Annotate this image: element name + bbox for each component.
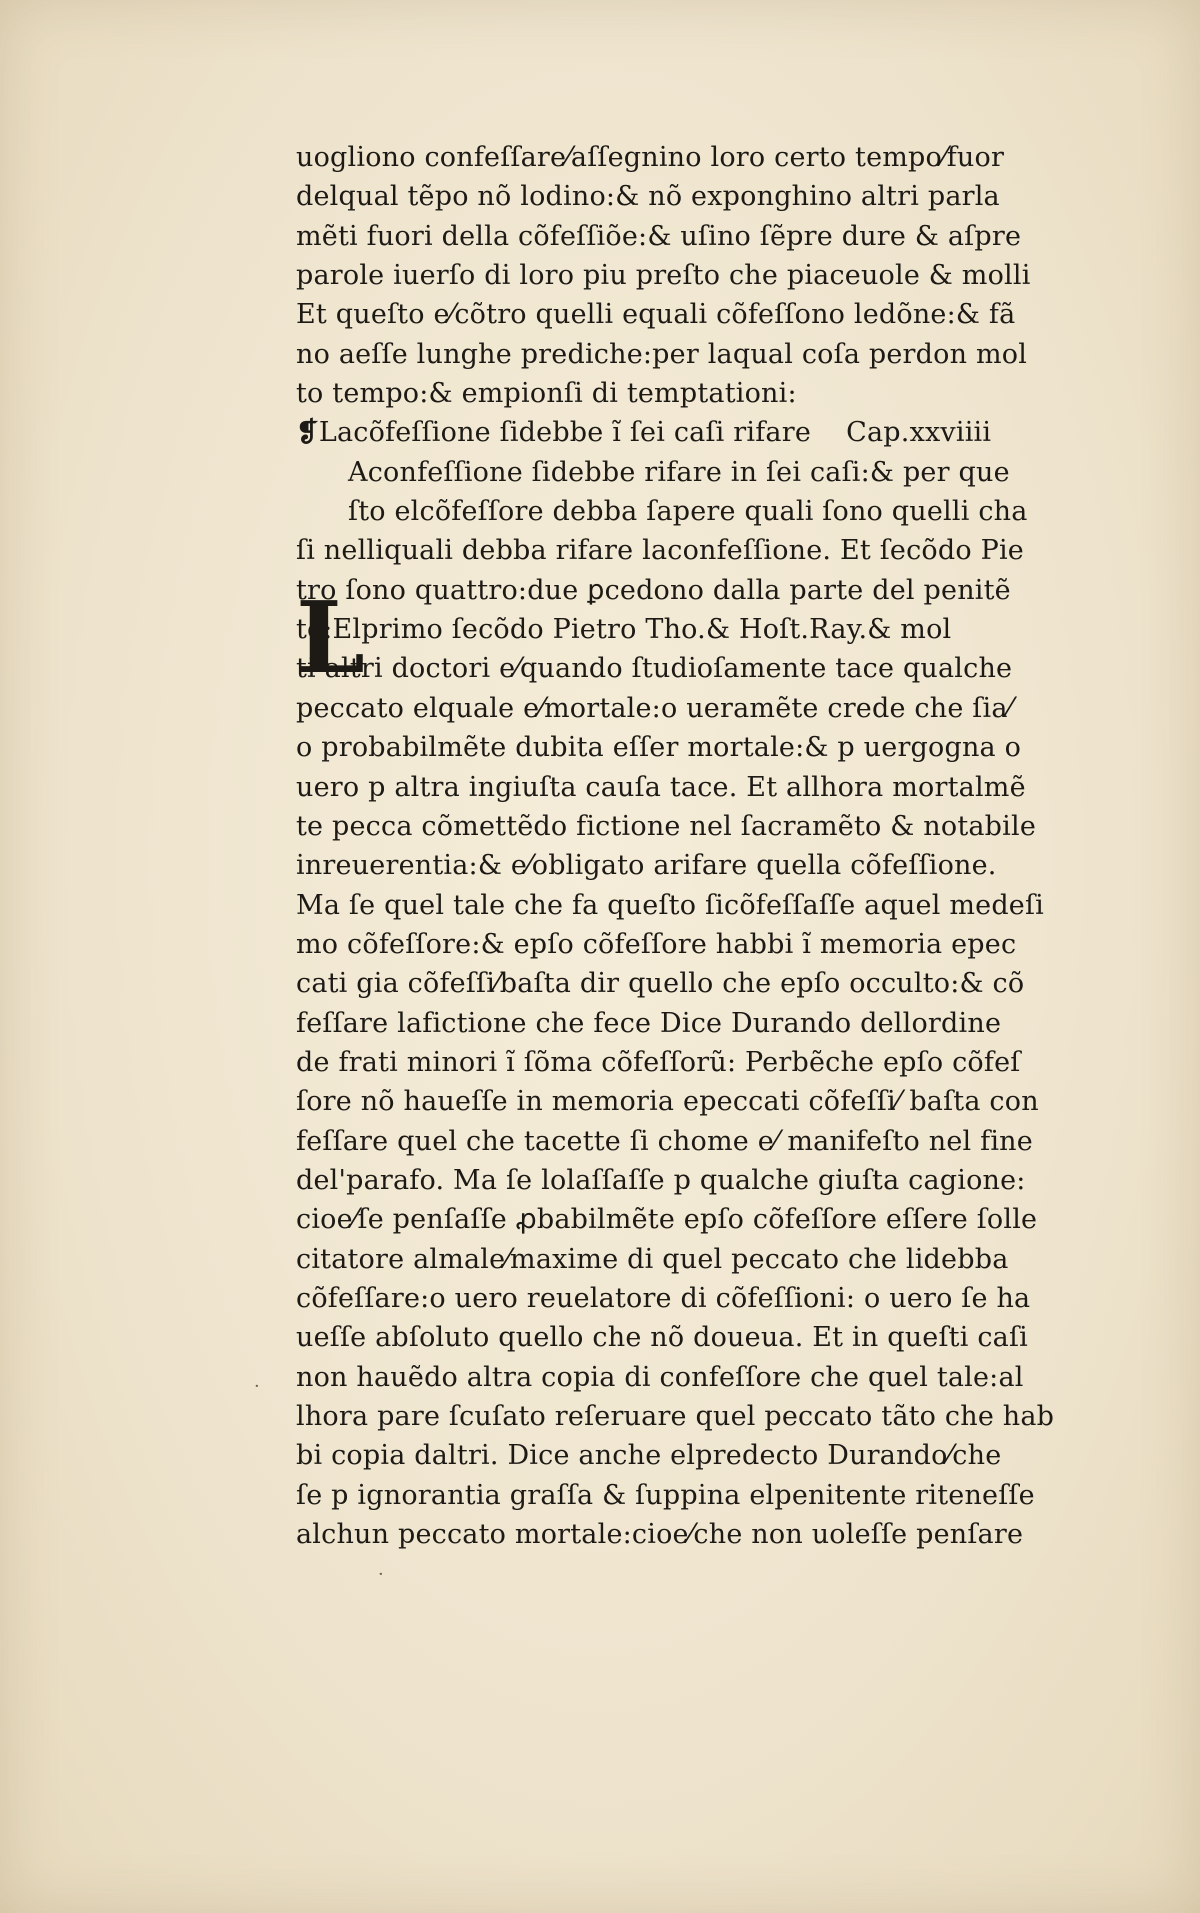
text-line: to tempo:& empionſi di temptationi: (296, 378, 797, 410)
text-line: inreuerentia:& e⁄obligato arifare quella cõfeſſione. (296, 850, 997, 882)
text-line: alchun peccato mortale:cioe⁄che non uoleſſe penſare (296, 1519, 1024, 1551)
text-line: de frati minori ĩ ſõma cõfeſſorũ: Perbẽche epſo cõfeſ (296, 1046, 1021, 1078)
text-line: citatore almale⁄maxime di quel peccato che lidebba (296, 1243, 1009, 1275)
ink-speck: · (378, 1564, 384, 1585)
text-line: uogliono confeſſare⁄aſſegnino loro certo tempo⁄fuor (296, 142, 1005, 173)
chapter-heading-text: Lacõfeſſione ſidebbe ĩ ſei caſi rifare (318, 417, 812, 449)
text-line: feſſare quel che tacette ſi chome e⁄ manifeſto nel fine (296, 1125, 1033, 1157)
text-line: ueſſe abſoluto quello che nõ doueua. Et in queſti caſi (296, 1322, 1028, 1354)
text-line: ti altri doctori e⁄quando ſtudioſamente tace qualche (296, 653, 1013, 685)
text-line: lhora pare ſcuſato reſeruare quel peccato tãto che hab (296, 1401, 1055, 1432)
text-line: uero p altra ingiuſta cauſa tace. Et allhora mortalmẽ (296, 771, 1026, 803)
text-block (296, 138, 1136, 1554)
text-line: cõfeſſare:o uero reuelatore di cõfeſſioni: o uero ſe ha (296, 1282, 1031, 1314)
ink-speck: · (254, 1376, 260, 1397)
text-line: delqual tẽpo nõ lodino:& nõ exponghino altri parla (296, 181, 1000, 213)
text-line: ſto elcõfeſſore debba ſapere quali ſono quelli cha (348, 496, 1028, 528)
text-line: ſi nelliquali debba rifare laconfeſſione. Et ſecõdo Pie (296, 535, 1024, 567)
text-line: te pecca cõmettẽdo fictione nel ſacramẽto & notabile (296, 810, 1037, 842)
text-line: peccato elquale e⁄mortale:o ueramẽte crede che ſia⁄ (296, 692, 1013, 724)
text-line: Ma ſe quel tale che fa queſto ſicõfeſſaſſe aquel medeſi (296, 889, 1045, 921)
text-line: no aeſſe lunghe prediche:per laqual coſa perdon mol (296, 338, 1028, 370)
text-line: mo cõfeſſore:& epſo cõfeſſore habbi ĩ memoria epec (296, 928, 1017, 960)
text-line: o probabilmẽte dubita eſſer mortale:& p uergogna o (296, 732, 1022, 764)
text-line: non hauẽdo altra copia di confeſſore che quel tale:al (296, 1361, 1024, 1393)
text-line: cioe⁄ſe penſaſſe ꝓbabilmẽte epſo cõfeſſore eſſere ſolle (296, 1204, 1038, 1236)
paragraph-mark: ❡ (296, 417, 319, 449)
text-line: ſe p ignorantia graſſa & ſuppina elpenitente riteneſſe (296, 1479, 1035, 1511)
chapter-number: Cap.xxviiii (846, 417, 992, 449)
text-line: mẽti fuori della cõfeſſiõe:& uſino ſẽpre dure & aſpre (296, 220, 1022, 252)
chapter-heading (296, 413, 1136, 452)
text-line: del'parafo. Ma ſe lolaſſaſſe p qualche giuſta cagione: (296, 1164, 1026, 1196)
text-line: bi copia daltri. Dice anche elpredecto Durando⁄che (296, 1440, 1002, 1472)
text-line: Et queſto e⁄cõtro quelli equali cõfeſſono ledõne:& fã (296, 299, 1016, 331)
drop-cap: L (296, 581, 366, 696)
text-line: cati gia cõfeſſi⁄baſta dir quello che epſo occulto:& cõ (296, 968, 1025, 1000)
text-line: feſſare lafictione che fece Dice Durando dellordine (296, 1007, 1002, 1039)
text-line: tro ſono quattro:due ꝑcedono dalla parte del penitẽ (296, 574, 1011, 606)
text-line: Aconfeſſione ſidebbe rifare in ſei caſi:& per que (348, 456, 1010, 488)
text-line: ſore nõ haueſſe in memoria epeccati cõfeſſi⁄ baſta con (296, 1086, 1039, 1118)
text-line: te:Elprimo ſecõdo Pietro Tho.& Hoſt.Ray.& mol (296, 614, 952, 646)
text-line: parole iuerſo di loro piu preſto che piaceuole & molli (296, 260, 1031, 292)
